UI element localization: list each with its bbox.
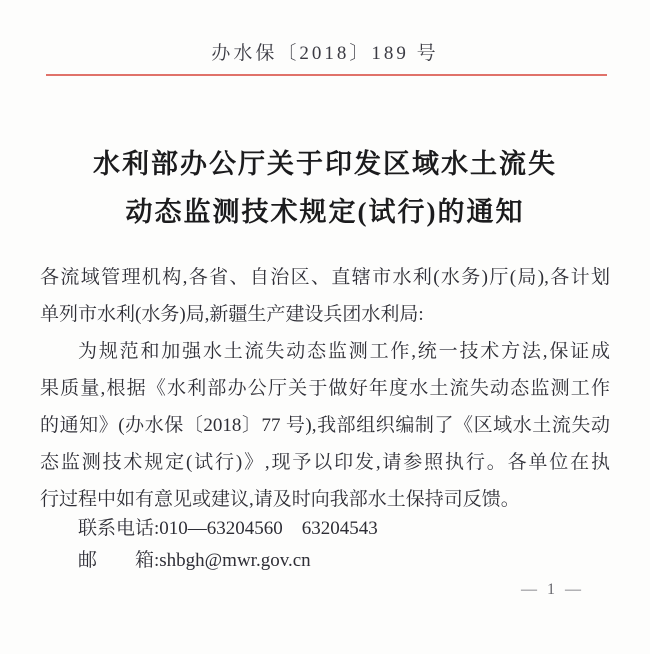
body-line-salutation-2: 单列市水利(水务)局,新疆生产建设兵团水利局:: [40, 304, 424, 325]
document-number: 办水保〔2018〕189 号: [211, 43, 439, 64]
page-number: — 1 —: [521, 581, 584, 598]
document-body: [40, 259, 610, 518]
document-title: [0, 140, 650, 236]
body-line-paragraph-5: 行过程中如有意见或建议,请及时向我部水土保持司反馈。: [40, 489, 520, 510]
contact-info: [40, 513, 610, 577]
title-line-1: 水利部办公厅关于印发区域水土流失: [93, 149, 557, 179]
body-line-paragraph-4: 态监测技术规定(试行)》,现予以印发,请参照执行。各单位在执: [40, 452, 610, 473]
red-divider-line: [46, 74, 607, 76]
body-line-salutation-1: 各流域管理机构,各省、自治区、直辖市水利(水务)厅(局),各计划: [40, 267, 610, 288]
body-line-paragraph-3: 的通知》(办水保〔2018〕77 号),我部组织编制了《区域水土流失动: [40, 415, 610, 436]
contact-email: 邮 箱:shbgh@mwr.gov.cn: [78, 550, 311, 571]
contact-phone: 联系电话:010—63204560 63204543: [78, 518, 378, 539]
title-line-2: 动态监测技术规定(试行)的通知: [125, 197, 525, 227]
body-line-paragraph-1: 为规范和加强水土流失动态监测工作,统一技术方法,保证成: [78, 341, 610, 362]
body-line-paragraph-2: 果质量,根据《水利部办公厅关于做好年度水土流失动态监测工作: [40, 378, 610, 399]
